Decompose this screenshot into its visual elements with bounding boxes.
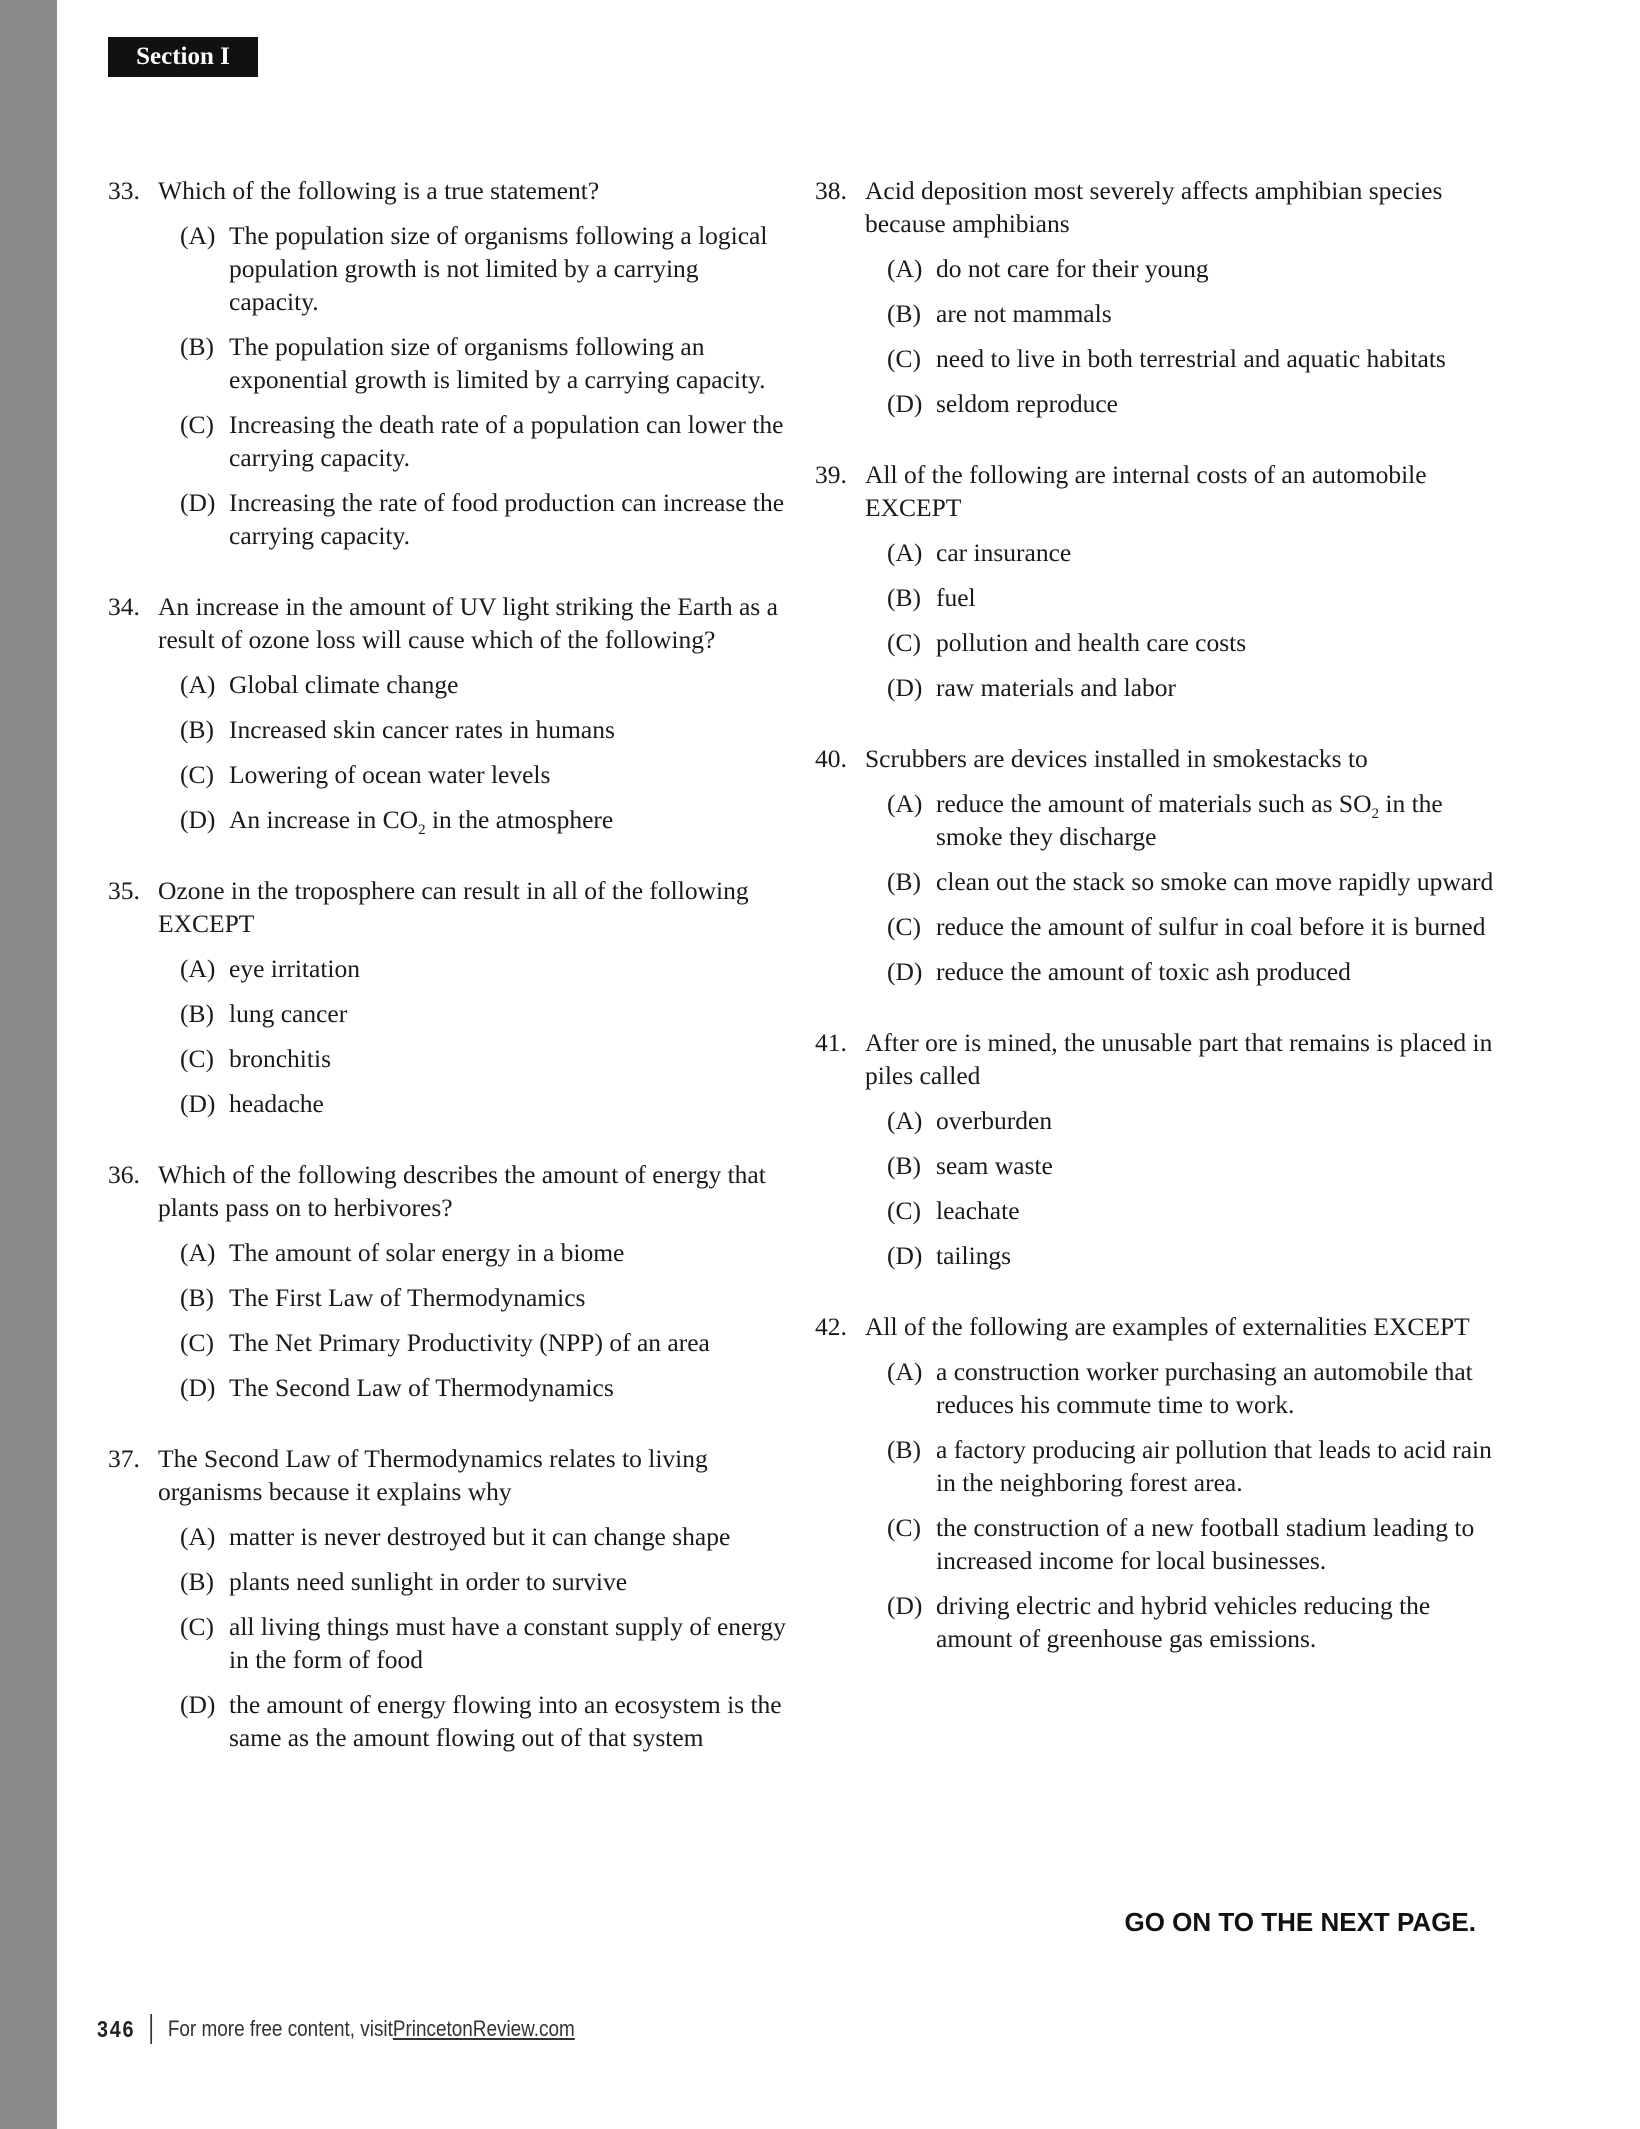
- choice-text: The population size of organisms following a logical population growth is not limited by a carrying capacity.: [229, 221, 768, 316]
- choice-label: (C): [180, 410, 214, 439]
- choice-text: do not care for their young: [936, 254, 1209, 283]
- choice-text: reduce the amount of toxic ash produced: [936, 957, 1351, 986]
- question-block: [108, 1158, 788, 1404]
- choice-text: lung cancer: [229, 999, 348, 1028]
- right-question-column: [815, 174, 1505, 1693]
- answer-choice[interactable]: [180, 997, 788, 1030]
- answer-choice[interactable]: [887, 387, 1505, 420]
- choice-label: (C): [887, 1513, 921, 1542]
- question-header: [815, 458, 1505, 524]
- answer-choice[interactable]: [180, 758, 788, 791]
- choice-label: (A): [180, 670, 216, 699]
- choice-text: reduce the amount of sulfur in coal before it is burned: [936, 912, 1486, 941]
- question-block: [815, 458, 1505, 704]
- answer-choice[interactable]: [180, 219, 788, 318]
- answer-choice[interactable]: [180, 1371, 788, 1404]
- question-stem: An increase in the amount of UV light striking the Earth as a result of ozone loss will cause which of the following?: [158, 592, 778, 654]
- choice-label: (B): [887, 1151, 921, 1180]
- choice-text: overburden: [936, 1106, 1053, 1135]
- page-footer: [97, 2011, 575, 2047]
- choice-label: (B): [180, 715, 214, 744]
- answer-choices: [180, 219, 788, 552]
- answer-choice[interactable]: [180, 1610, 788, 1676]
- question-block: [108, 174, 788, 552]
- choice-label: (A): [180, 221, 216, 250]
- question-header: [108, 874, 788, 940]
- choice-label: (A): [887, 1357, 923, 1386]
- answer-choice[interactable]: [180, 408, 788, 474]
- go-on-next-page-text: GO ON TO THE NEXT PAGE.: [1124, 1907, 1476, 1937]
- choice-label: (D): [180, 1373, 216, 1402]
- choice-label: (D): [887, 957, 923, 986]
- choice-text-pre: reduce the amount of materials such as SO: [936, 789, 1372, 818]
- question-stem: Which of the following describes the amount of energy that plants pass on to herbivores?: [158, 1160, 766, 1222]
- choice-label: (B): [180, 1283, 214, 1312]
- choice-label: (A): [180, 954, 216, 983]
- answer-choice[interactable]: [180, 1688, 788, 1754]
- answer-choice[interactable]: [180, 668, 788, 701]
- answer-choice[interactable]: [180, 1520, 788, 1553]
- answer-choice[interactable]: [180, 330, 788, 396]
- section-badge: Section I: [108, 37, 258, 77]
- choice-text: [229, 803, 788, 836]
- choice-label: (C): [887, 628, 921, 657]
- question-block: [815, 1026, 1505, 1272]
- answer-choices: [180, 668, 788, 836]
- answer-choice[interactable]: [180, 1565, 788, 1598]
- question-number: 33.: [108, 176, 140, 205]
- choice-text: seldom reproduce: [936, 389, 1118, 418]
- choice-text: the construction of a new football stadium leading to increased income for local businesses.: [936, 1513, 1475, 1575]
- choice-text: all living things must have a constant supply of energy in the form of food: [229, 1612, 786, 1674]
- choice-text: bronchitis: [229, 1044, 331, 1073]
- answer-choice[interactable]: [180, 1326, 788, 1359]
- question-stem: All of the following are examples of externalities EXCEPT: [865, 1312, 1470, 1341]
- question-number: 40.: [815, 744, 847, 773]
- footer-divider: [151, 2014, 153, 2044]
- answer-choice[interactable]: [887, 626, 1505, 659]
- chemical-subscript: 2: [1371, 806, 1379, 822]
- choice-label: (D): [180, 1690, 216, 1719]
- choice-label: (B): [887, 299, 921, 328]
- answer-choices: [887, 787, 1505, 988]
- choice-label: (D): [887, 389, 923, 418]
- choice-label: (C): [180, 1612, 214, 1641]
- answer-choice[interactable]: [180, 1236, 788, 1269]
- answer-choice[interactable]: [887, 1239, 1505, 1272]
- answer-choice[interactable]: [887, 671, 1505, 704]
- answer-choice[interactable]: [887, 342, 1505, 375]
- choice-text: The Second Law of Thermodynamics: [229, 1373, 614, 1402]
- answer-choices: [180, 952, 788, 1120]
- question-block: [815, 742, 1505, 988]
- choice-text: Increasing the death rate of a population can lower the carrying capacity.: [229, 410, 784, 472]
- choice-text-post: in the smoke they discharge: [936, 789, 1443, 851]
- footer-text: For more free content, visit: [167, 2016, 393, 2041]
- choice-label: (C): [887, 912, 921, 941]
- question-header: [815, 1026, 1505, 1092]
- choice-text-post: in the atmosphere: [425, 805, 614, 834]
- chemical-subscript: 2: [418, 822, 426, 838]
- choice-label: (C): [180, 760, 214, 789]
- answer-choice[interactable]: [180, 486, 788, 552]
- choice-label: (A): [180, 1238, 216, 1267]
- answer-choice[interactable]: [180, 1042, 788, 1075]
- choice-text: leachate: [936, 1196, 1020, 1225]
- choice-text: need to live in both terrestrial and aquatic habitats: [936, 344, 1446, 373]
- choice-text: The amount of solar energy in a biome: [229, 1238, 625, 1267]
- choice-label: (D): [887, 1591, 923, 1620]
- answer-choice[interactable]: [887, 1194, 1505, 1227]
- choice-label: (D): [180, 1089, 216, 1118]
- choice-label: (D): [180, 805, 216, 834]
- choice-text: are not mammals: [936, 299, 1112, 328]
- question-stem: Scrubbers are devices installed in smokestacks to: [865, 744, 1368, 773]
- answer-choice[interactable]: [180, 713, 788, 746]
- answer-choice[interactable]: [887, 1433, 1505, 1499]
- choice-text: the amount of energy flowing into an ecosystem is the same as the amount flowing out of that system: [229, 1690, 782, 1752]
- choice-text: seam waste: [936, 1151, 1053, 1180]
- choice-text: a factory producing air pollution that leads to acid rain in the neighboring forest area.: [936, 1435, 1492, 1497]
- choice-text: driving electric and hybrid vehicles reducing the amount of greenhouse gas emissions.: [936, 1591, 1431, 1653]
- choice-text: plants need sunlight in order to survive: [229, 1567, 628, 1596]
- choice-text: The First Law of Thermodynamics: [229, 1283, 586, 1312]
- answer-choice[interactable]: [887, 1589, 1505, 1655]
- choice-label: (B): [887, 867, 921, 896]
- answer-choice[interactable]: [180, 803, 788, 836]
- question-number: 36.: [108, 1160, 140, 1189]
- choice-text: [936, 787, 1505, 853]
- question-header: [815, 742, 1505, 775]
- choice-label: (D): [887, 1241, 923, 1270]
- choice-text: Increasing the rate of food production can increase the carrying capacity.: [229, 488, 785, 550]
- choice-label: (B): [887, 583, 921, 612]
- answer-choice[interactable]: [887, 1355, 1505, 1421]
- answer-choices: [887, 1104, 1505, 1272]
- answer-choice[interactable]: [887, 297, 1505, 330]
- choice-text: fuel: [936, 583, 976, 612]
- answer-choices: [180, 1236, 788, 1404]
- answer-choices: [180, 1520, 788, 1754]
- question-block: [815, 174, 1505, 420]
- answer-choice[interactable]: [887, 1104, 1505, 1137]
- choice-text: car insurance: [936, 538, 1072, 567]
- choice-text: matter is never destroyed but it can change shape: [229, 1522, 731, 1551]
- choice-text: clean out the stack so smoke can move rapidly upward: [936, 867, 1494, 896]
- choice-label: (A): [180, 1522, 216, 1551]
- choice-label: (B): [887, 1435, 921, 1464]
- choice-text: The Net Primary Productivity (NPP) of an area: [229, 1328, 710, 1357]
- answer-choices: [887, 536, 1505, 704]
- question-header: [108, 1442, 788, 1508]
- choice-label: (C): [180, 1044, 214, 1073]
- question-header: [108, 1158, 788, 1224]
- choice-text: Increased skin cancer rates in humans: [229, 715, 615, 744]
- question-block: [108, 874, 788, 1120]
- choice-label: (B): [180, 1567, 214, 1596]
- choice-text: Global climate change: [229, 670, 459, 699]
- choice-label: (A): [887, 789, 923, 818]
- question-number: 39.: [815, 460, 847, 489]
- choice-text: tailings: [936, 1241, 1012, 1270]
- choice-label: (D): [180, 488, 216, 517]
- choice-label: (C): [887, 344, 921, 373]
- choice-text: The population size of organisms following an exponential growth is limited by a carrying capacity.: [229, 332, 766, 394]
- choice-label: (C): [180, 1328, 214, 1357]
- page-number: 346: [97, 2015, 136, 2042]
- choice-text: pollution and health care costs: [936, 628, 1247, 657]
- answer-choice[interactable]: [887, 536, 1505, 569]
- question-block: [108, 590, 788, 836]
- question-header: [108, 174, 788, 207]
- question-number: 38.: [815, 176, 847, 205]
- choice-label: (A): [887, 254, 923, 283]
- answer-choice[interactable]: [887, 1149, 1505, 1182]
- question-block: [108, 1442, 788, 1754]
- question-stem: Ozone in the troposphere can result in all of the following EXCEPT: [158, 876, 749, 938]
- answer-choices: [887, 1355, 1505, 1655]
- footer-link[interactable]: PrincetonReview.com: [392, 2016, 575, 2041]
- choice-label: (B): [180, 332, 214, 361]
- question-stem: All of the following are internal costs of an automobile EXCEPT: [865, 460, 1427, 522]
- answer-choice[interactable]: [887, 955, 1505, 988]
- question-number: 35.: [108, 876, 140, 905]
- choice-text: a construction worker purchasing an automobile that reduces his commute time to work.: [936, 1357, 1473, 1419]
- choice-text: Lowering of ocean water levels: [229, 760, 551, 789]
- answer-choice[interactable]: [887, 910, 1505, 943]
- answer-choice[interactable]: [180, 1087, 788, 1120]
- choice-label: (A): [887, 538, 923, 567]
- question-number: 42.: [815, 1312, 847, 1341]
- question-stem: Acid deposition most severely affects amphibian species because amphibians: [865, 176, 1443, 238]
- question-number: 41.: [815, 1028, 847, 1057]
- choice-text: headache: [229, 1089, 324, 1118]
- choice-label: (B): [180, 999, 214, 1028]
- page-sidebar-bar: [0, 0, 57, 2129]
- choice-label: (A): [887, 1106, 923, 1135]
- question-header: [815, 1310, 1505, 1343]
- choice-text: eye irritation: [229, 954, 360, 983]
- question-number: 37.: [108, 1444, 140, 1473]
- answer-choice[interactable]: [887, 581, 1505, 614]
- question-stem: Which of the following is a true statement?: [158, 176, 600, 205]
- question-stem: The Second Law of Thermodynamics relates to living organisms because it explains why: [158, 1444, 708, 1506]
- question-header: [108, 590, 788, 656]
- choice-text: raw materials and labor: [936, 673, 1177, 702]
- left-question-column: [108, 174, 788, 1792]
- answer-choice[interactable]: [887, 865, 1505, 898]
- answer-choice[interactable]: [180, 952, 788, 985]
- question-number: 34.: [108, 592, 140, 621]
- answer-choice[interactable]: [180, 1281, 788, 1314]
- question-block: [815, 1310, 1505, 1655]
- choice-label: (C): [887, 1196, 921, 1225]
- choice-text-pre: An increase in CO: [229, 805, 419, 834]
- answer-choices: [887, 252, 1505, 420]
- question-stem: After ore is mined, the unusable part that remains is placed in piles called: [865, 1028, 1493, 1090]
- choice-label: (D): [887, 673, 923, 702]
- question-header: [815, 174, 1505, 240]
- answer-choice[interactable]: [887, 787, 1505, 853]
- answer-choice[interactable]: [887, 1511, 1505, 1577]
- answer-choice[interactable]: [887, 252, 1505, 285]
